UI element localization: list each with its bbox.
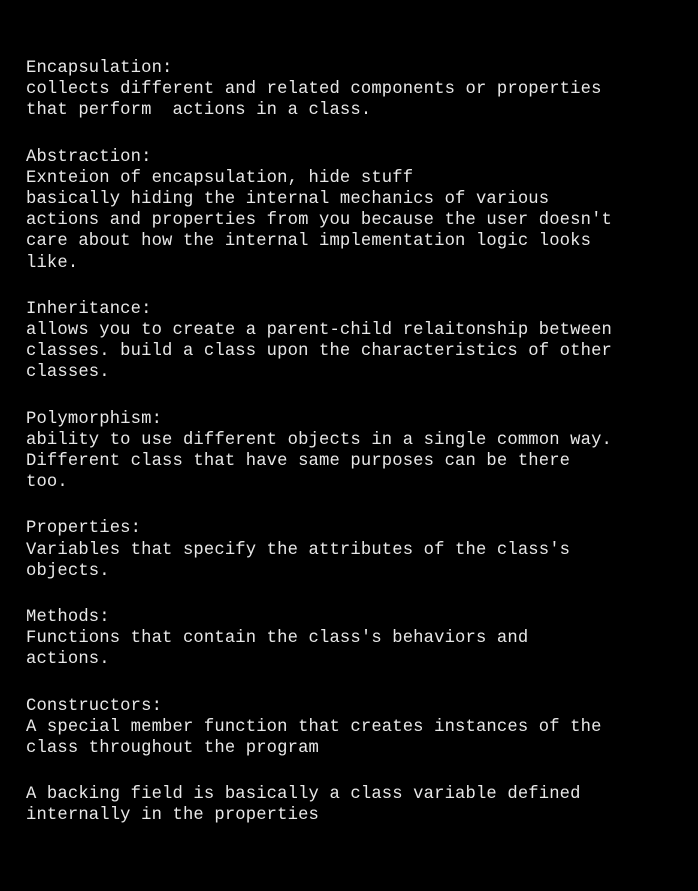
section-abstraction: [26, 147, 694, 274]
section-polymorphism: [26, 409, 694, 494]
section-heading: Methods:: [26, 608, 110, 628]
section-encapsulation: [26, 58, 694, 122]
section-heading: Encapsulation:: [26, 59, 173, 78]
section-heading: Inheritance:: [26, 299, 152, 319]
section-line: care about how the internal implementation logic looks: [26, 232, 592, 252]
section-line: classes.: [26, 363, 110, 383]
section-line: internally in the properties: [26, 806, 319, 826]
section-line: allows you to create a parent-child relaitonship between: [26, 321, 612, 341]
section-line: classes. build a class upon the characteristics of other: [26, 342, 612, 362]
section-line: actions and properties from you because the user doesn't: [26, 211, 612, 231]
section-line: too.: [26, 473, 68, 493]
section-line: basically hiding the internal mechanics of various: [26, 190, 550, 210]
section-line: like.: [26, 253, 79, 273]
section-line: Variables that specify the attributes of the class's: [26, 540, 571, 560]
section-line: that perform actions in a class.: [26, 101, 372, 121]
section-line: class throughout the program: [26, 739, 319, 759]
section-properties: [26, 518, 694, 582]
section-line: objects.: [26, 561, 110, 581]
section-heading: Properties:: [26, 519, 142, 539]
section-line: A special member function that creates instances of the: [26, 717, 602, 737]
section-constructors: [26, 696, 694, 760]
section-line: collects different and related components or properties: [26, 80, 602, 100]
section-line: actions.: [26, 650, 110, 670]
notes-document: [26, 58, 694, 852]
section-methods: [26, 607, 694, 671]
section-heading: Constructors:: [26, 696, 163, 716]
section-line: ability to use different objects in a single common way.: [26, 430, 612, 450]
section-heading: Polymorphism:: [26, 409, 163, 429]
section-line: Functions that contain the class's behaviors and: [26, 629, 529, 649]
section-heading: Abstraction:: [26, 147, 152, 167]
section-line: Exnteion of encapsulation, hide stuff: [26, 168, 414, 188]
section-line: Different class that have same purposes can be there: [26, 452, 571, 472]
section-line: A backing field is basically a class variable defined: [26, 785, 581, 805]
section-backing-field: [26, 784, 694, 826]
section-inheritance: [26, 299, 694, 384]
